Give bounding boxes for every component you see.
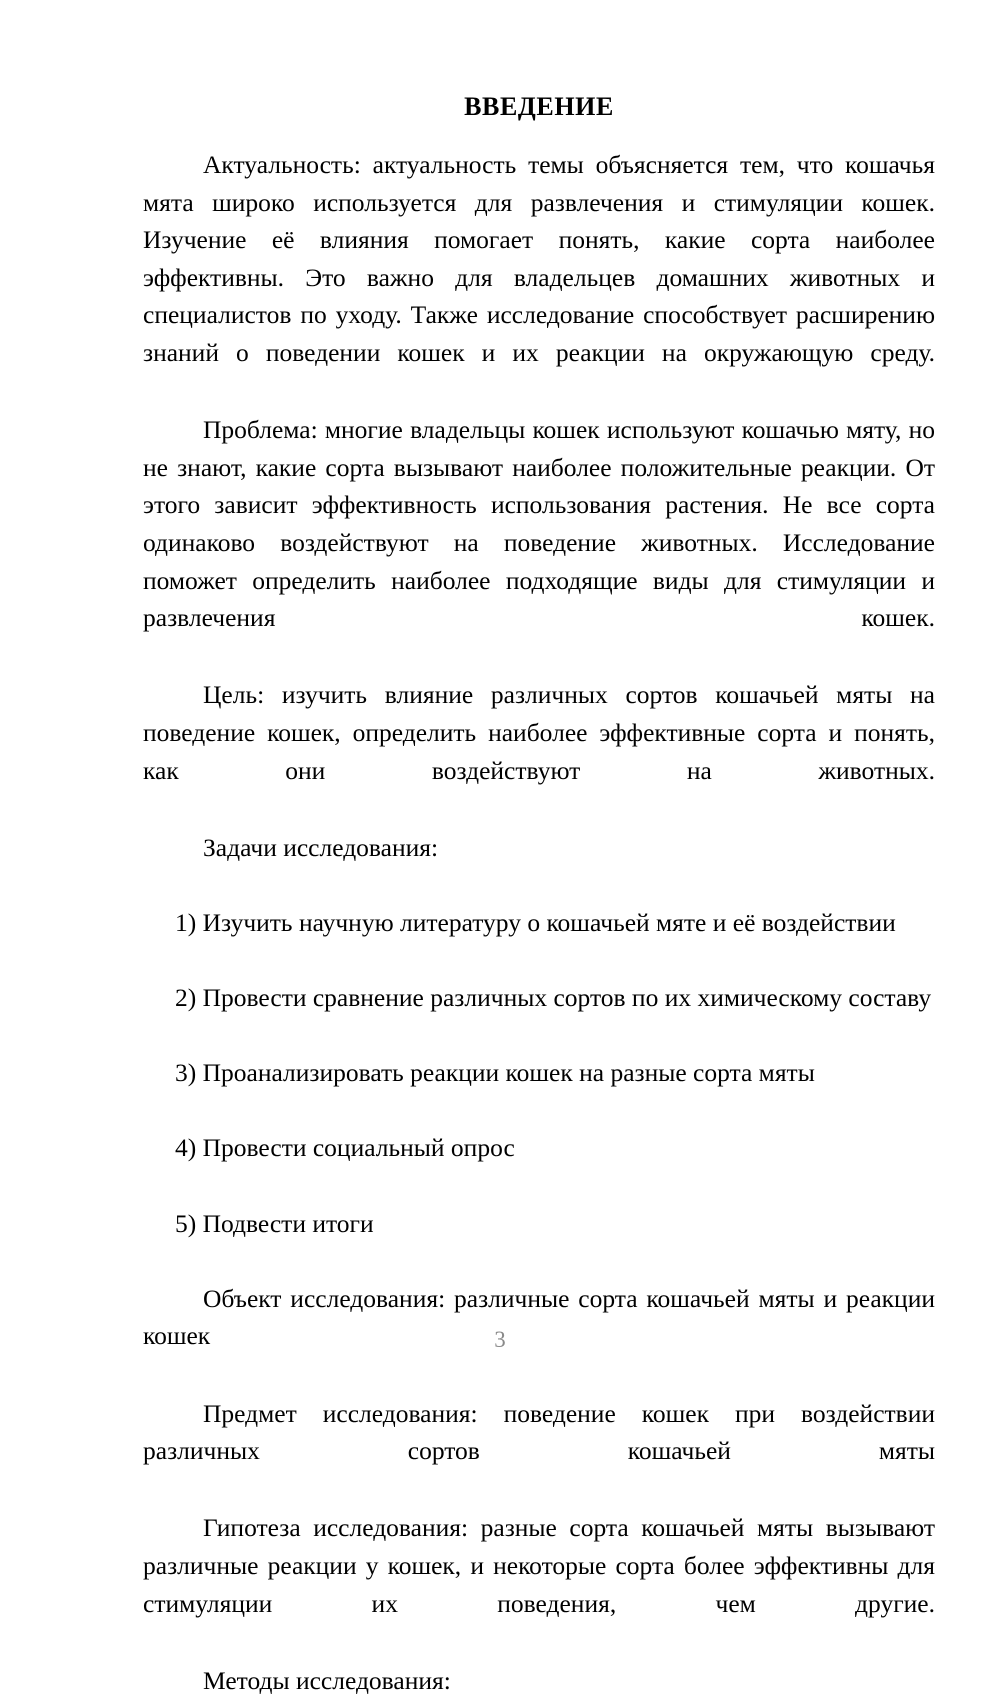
list-item: 3) Проанализировать реакции кошек на разные сорта мяты xyxy=(175,1058,815,1088)
page-title: ВВЕДЕНИЕ xyxy=(464,92,614,121)
tasks-list xyxy=(143,904,935,1242)
page-number: 3 xyxy=(494,1327,506,1352)
paragraph-hypothesis: Гипотеза исследования: разные сорта кошачьей мяты вызывают различные реакции у кошек, и некоторые сорта более эффективны для стимуляции их поведения, чем другие. xyxy=(143,1513,935,1618)
paragraph-problem: Проблема: многие владельцы кошек используют кошачью мяту, но не знают, какие сорта вызывают наиболее положительные реакции. От этого зависит эффективность использования растения. Не все сорта одинаково воздействуют на поведение животных. Исследование поможет определить наиболее подходящие виды для стимуляции и развлечения кошек. xyxy=(143,415,935,633)
spacer xyxy=(143,866,935,904)
paragraph-goal: Цель: изучить влияние различных сортов кошачьей мяты на поведение кошек, определить наиболее эффективные сорта и понять, как они воздействуют на животных. xyxy=(143,680,935,785)
spacer xyxy=(143,1242,935,1280)
spacer xyxy=(143,1167,935,1205)
list-item: 5) Подвести итоги xyxy=(175,1208,374,1238)
list-item: 2) Провести сравнение различных сортов по их химическому составу xyxy=(175,983,932,1013)
page-content xyxy=(143,88,935,1699)
list-item: 1) Изучить научную литературу о кошачьей мяте и её воздействии xyxy=(175,907,896,937)
list-item: 4) Провести социальный опрос xyxy=(175,1133,515,1163)
tasks-heading: Задачи исследования: xyxy=(203,832,439,862)
spacer xyxy=(143,1017,935,1055)
methods-heading: Методы исследования: xyxy=(203,1665,451,1695)
paragraph-subject: Предмет исследования: поведение кошек при воздействии различных сортов кошачьей мяты xyxy=(143,1398,935,1466)
paragraph-object: Объект исследования: различные сорта кошачьей мяты и реакции кошек xyxy=(143,1283,935,1351)
paragraph-relevance: Актуальность: актуальность темы объясняется тем, что кошачья мята широко используется для развлечения и стимуляции кошек. Изучение её влияния помогает понять, какие сорта наиболее эффективны. Это важно для владельцев домашних животных и специалистов по уходу. Также исследование способствует расширению знаний о поведении кошек и их реакции на окружающую среду. xyxy=(143,150,935,367)
spacer xyxy=(143,1092,935,1130)
spacer xyxy=(143,941,935,979)
